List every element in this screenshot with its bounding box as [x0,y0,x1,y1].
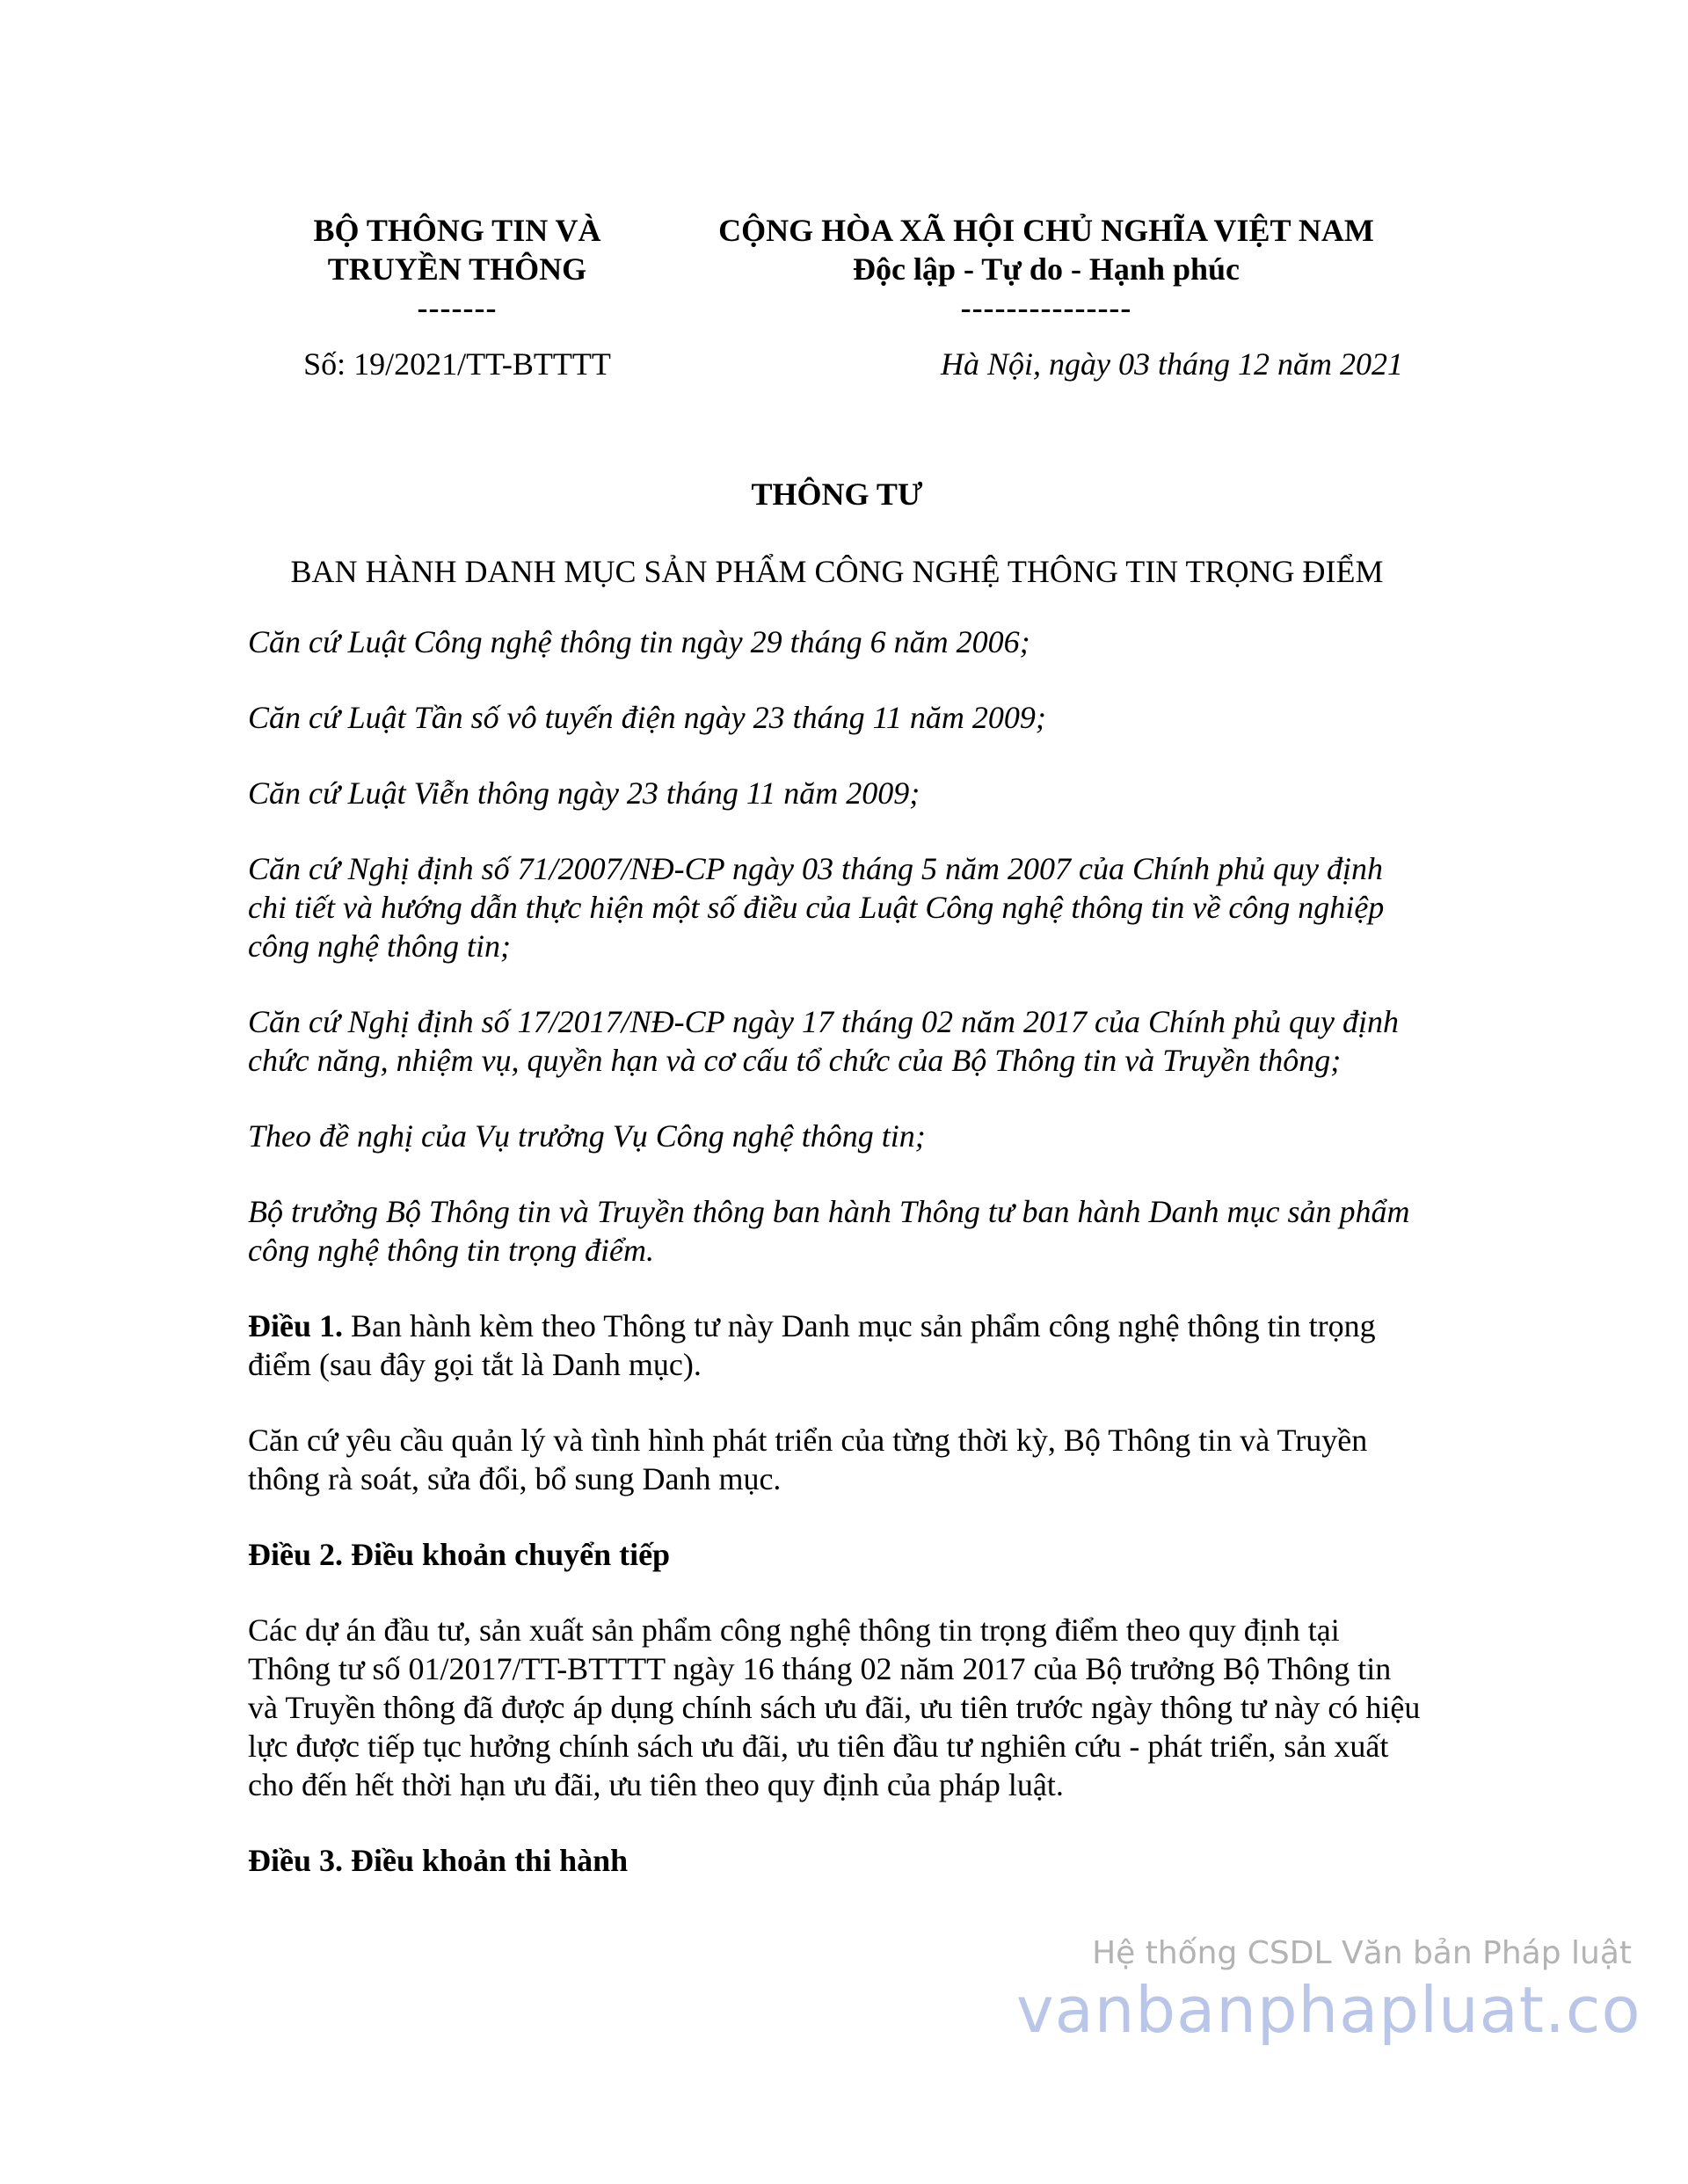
place-and-date: Hà Nội, ngày 03 tháng 12 năm 2021 [941,346,1403,382]
motto-divider: --------------- [960,290,1132,325]
preamble-item: Căn cứ Nghị định số 17/2017/NĐ-CP ngày 17 tháng 02 năm 2017 của Chính phủ quy định chức năng, nhiệm vụ, quyền hạn và cơ cấu tổ chức của Bộ Thông tin và Truyền thông; [248,1004,1399,1078]
watermark-caption: Hệ thống CSDL Văn bản Pháp luật [1092,1935,1632,1971]
article-1-text: Ban hành kèm theo Thông tư này Danh mục sản phẩm công nghệ thông tin trọng điểm (sau đây gọi tắt là Danh mục). [248,1308,1376,1382]
document-title: BAN HÀNH DANH MỤC SẢN PHẨM CÔNG NGHỆ THÔNG TIN TRỌNG ĐIỂM [290,554,1384,589]
ministry-name-line2: TRUYỀN THÔNG [327,251,587,287]
preamble-item: Theo đề nghị của Vụ trưởng Vụ Công nghệ thông tin; [248,1118,926,1154]
preamble-item: Căn cứ Luật Công nghệ thông tin ngày 29 tháng 6 năm 2006; [248,624,1030,659]
preamble-item: Bộ trưởng Bộ Thông tin và Truyền thông ban hành Thông tư ban hành Danh mục sản phẩm công nghệ thông tin trọng điểm. [248,1194,1410,1268]
article-1-paragraph-2: Căn cứ yêu cầu quản lý và tình hình phát triển của từng thời kỳ, Bộ Thông tin và Truyền thông rà soát, sửa đổi, bổ sung Danh mục. [248,1423,1368,1496]
watermark-site: vanbanphapluat.co [1016,1973,1641,2047]
preamble-item: Căn cứ Luật Viễn thông ngày 23 tháng 11 năm 2009; [248,775,920,811]
article-1 [248,1307,1426,1384]
document-number: Số: 19/2021/TT-BTTTT [303,346,611,382]
country-name: CỘNG HÒA XÃ HỘI CHỦ NGHĨA VIỆT NAM [718,213,1374,248]
article-3-title: Điều 3. Điều khoản thi hành [248,1843,629,1878]
document-type: THÔNG TƯ [751,477,923,512]
national-motto: Độc lập - Tự do - Hạnh phúc [852,251,1241,287]
ministry-divider: ------- [417,290,498,325]
watermark [1016,1934,1641,2047]
preamble-item: Căn cứ Luật Tần số vô tuyến điện ngày 23 tháng 11 năm 2009; [248,700,1046,735]
article-2-title: Điều 2. Điều khoản chuyển tiếp [248,1537,671,1572]
article-1-label: Điều 1. [248,1308,343,1343]
document-body [248,475,1426,1917]
ministry-name-line1: BỘ THÔNG TIN VÀ [313,213,601,248]
preamble-item: Căn cứ Nghị định số 71/2007/NĐ-CP ngày 03 tháng 5 năm 2007 của Chính phủ quy định chi tiết và hướng dẫn thực hiện một số điều của Luật Công nghệ thông tin về công nghiệp công nghệ thông tin; [248,851,1385,964]
ministry-header [264,211,651,327]
article-2-text: Các dự án đầu tư, sản xuất sản phẩm công nghệ thông tin trọng điểm theo quy định tại Thông tư số 01/2017/TT-BTTTT ngày 16 tháng 02 năm 2017 của Bộ trưởng Bộ Thông tin và Truyền thông đã được áp dụng chính sách ưu đãi, ưu tiên trước ngày thông tư này có hiệu lực được tiếp tục hưởng chính sách ưu đãi, ưu tiên đầu tư nghiên cứu - phát triển, sản xuất cho đến hết thời hạn ưu đãi, ưu tiên theo quy định của pháp luật. [248,1613,1421,1802]
national-header [677,211,1415,327]
